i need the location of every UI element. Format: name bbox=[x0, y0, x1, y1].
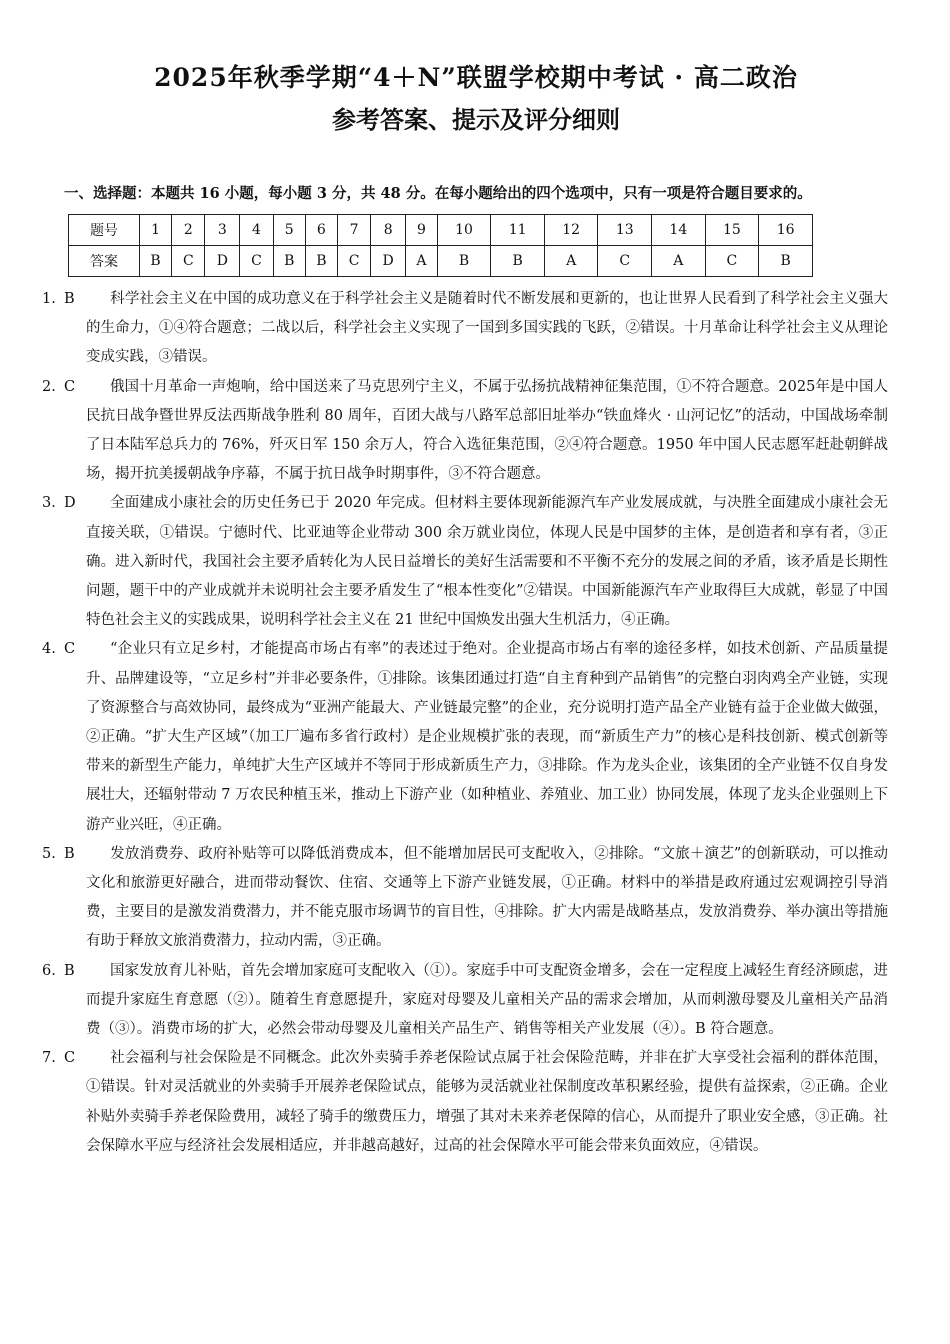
item-number: 3. bbox=[42, 495, 56, 512]
item-text: 俄国十月革命一声炮响，给中国送来了马克思列宁主义，不属于弘扬抗战精神征集范围，①不符合题意。2025年是中国人民抗日战争暨世界反法西斯战争胜利 80 周年，百团大战与八路军总部旧址举办“铁血烽火 · 山河记忆”的活动，中国战场牵制了日本陆军总兵力的 76%，歼灭日军 150 余万人，符合入选征集范围，②④符合题意。1950 年中国人民志愿军赶赴朝鲜战场，揭开抗美援朝战争序幕，不属于抗日战争时期事件，③不符合题意。 bbox=[86, 378, 888, 483]
answer-row bbox=[69, 246, 813, 277]
answer-cell: B bbox=[140, 246, 172, 277]
item-number: 6. bbox=[42, 962, 56, 979]
item-text: “企业只有立足乡村，才能提高市场占有率”的表述过于绝对。企业提高市场占有率的途径多样，如技术创新、产品质量提升、品牌建设等，“立足乡村”并非必要条件，①排除。该集团通过打造“自主育种到产品销售”的完整白羽肉鸡全产业链，实现了资源整合与高效协同，最终成为“亚洲产能最大、产业链最完整”的企业，充分说明打造产品全产业链有益于企业做大做强，②正确。“扩大生产区域”（加工厂遍布多省行政村）是企业规模扩张的表现，而“新质生产力”的核心是科技创新、模式创新等带来的新型生产能力，单纯扩大生产区域并不等同于形成新质生产力，③排除。作为龙头企业，该集团的全产业链不仅自身发展壮大，还辐射带动 7 万农民种植玉米，推动上下游产业（如种植业、养殖业、加工业）协同发展，体现了龙头企业强则上下游产业兴旺，④正确。 bbox=[86, 641, 888, 833]
item-text: 科学社会主义在中国的成功意义在于科学社会主义是随着时代不断发展和更新的，也让世界人民看到了科学社会主义强大的生命力，①④符合题意；二战以后，科学社会主义实现了一国到多国实践的飞跃，②错误。十月革命让科学社会主义从理论变成实践，③错误。 bbox=[86, 291, 888, 366]
answer-cell: A bbox=[544, 246, 598, 277]
question-number: 2 bbox=[172, 215, 205, 246]
question-number: 11 bbox=[491, 215, 545, 246]
explanation-item bbox=[42, 489, 888, 635]
item-number: 7. bbox=[42, 1050, 56, 1067]
answer-cell: C bbox=[172, 246, 205, 277]
answer-cell: A bbox=[652, 246, 706, 277]
section-heading: 一、选择题：本题共 16 小题，每小题 3 分，共 48 分。在每小题给出的四个选项中，只有一项是符合题目要求的。 bbox=[64, 185, 812, 202]
question-number: 13 bbox=[598, 215, 652, 246]
question-number: 7 bbox=[337, 215, 370, 246]
answer-cell: C bbox=[337, 246, 370, 277]
row-label: 题号 bbox=[69, 215, 140, 246]
item-answer: C bbox=[64, 1050, 76, 1067]
explanation-item bbox=[42, 957, 888, 1045]
item-answer: B bbox=[64, 291, 75, 307]
question-number: 3 bbox=[205, 215, 240, 246]
answer-cell: B bbox=[305, 246, 337, 277]
answer-cell: B bbox=[491, 246, 545, 277]
item-answer: B bbox=[64, 845, 75, 862]
item-answer: C bbox=[64, 378, 76, 395]
answer-cell: C bbox=[240, 246, 273, 277]
row-label: 答案 bbox=[69, 246, 140, 277]
answer-cell: B bbox=[437, 246, 491, 277]
explanation-item bbox=[42, 635, 888, 839]
explanation-item bbox=[42, 373, 888, 490]
question-number: 8 bbox=[371, 215, 406, 246]
explanation-item bbox=[42, 1044, 888, 1161]
answer-cell: C bbox=[705, 246, 759, 277]
explanation-list bbox=[42, 285, 888, 1161]
item-text: 全面建成小康社会的历史任务已于 2020 年完成。但材料主要体现新能源汽车产业发展成就，与决胜全面建成小康社会无直接关联，①错误。宁德时代、比亚迪等企业带动 300 余万就业岗位，体现人民是中国梦的主体，是创造者和享有者，③正确。进入新时代，我国社会主要矛盾转化为人民日益增长的美好生活需要和不平衡不充分的发展之间的矛盾，该矛盾是长期性问题，题干中的产业成就并未说明社会主要矛盾发生了“根本性变化”②错误。中国新能源汽车产业取得巨大成就，彰显了中国特色社会主义的实践成果，说明科学社会主义在 21 世纪中国焕发出强大生机活力，④正确。 bbox=[86, 495, 888, 629]
answer-cell: B bbox=[273, 246, 305, 277]
answer-cell: D bbox=[371, 246, 406, 277]
question-number: 1 bbox=[140, 215, 172, 246]
item-number: 5. bbox=[42, 845, 56, 862]
answer-cell: B bbox=[759, 246, 813, 277]
item-text: 社会福利与社会保险是不同概念。此次外卖骑手养老保险试点属于社会保险范畴，并非在扩大享受社会福利的群体范围，①错误。针对灵活就业的外卖骑手开展养老保险试点，能够为灵活就业社保制度改革积累经验，提供有益探索，②正确。企业补贴外卖骑手养老保险费用，减轻了骑手的缴费压力，增强了其对未来养老保障的信心，从而提升了职业安全感，③正确。社会保障水平应与经济社会发展相适应，并非越高越好，过高的社会保障水平可能会带来负面效应，④错误。 bbox=[86, 1050, 888, 1154]
explanation-item bbox=[42, 285, 888, 373]
page-title: 2025年秋季学期“4＋N”联盟学校期中考试 · 高二政治 bbox=[154, 63, 798, 92]
question-number: 5 bbox=[273, 215, 305, 246]
item-number: 1. bbox=[42, 291, 56, 307]
question-number: 14 bbox=[652, 215, 706, 246]
item-number: 2. bbox=[42, 378, 56, 395]
question-number: 16 bbox=[759, 215, 813, 246]
answer-cell: A bbox=[406, 246, 438, 277]
item-answer: C bbox=[64, 641, 76, 658]
item-number: 4. bbox=[42, 641, 56, 658]
question-number: 9 bbox=[406, 215, 438, 246]
item-answer: B bbox=[64, 962, 75, 979]
answer-cell: C bbox=[598, 246, 652, 277]
question-number: 10 bbox=[437, 215, 491, 246]
question-number: 6 bbox=[305, 215, 337, 246]
item-text: 国家发放育儿补贴，首先会增加家庭可支配收入（①）。家庭手中可支配资金增多，会在一定程度上减轻生育经济顾虑，进而提升家庭生育意愿（②）。随着生育意愿提升，家庭对母婴及儿童相关产品的需求会增加，从而刺激母婴及儿童相关产品消费（③）。消费市场的扩大，必然会带动母婴及儿童相关产品生产、销售等相关产业发展（④）。B 符合题意。 bbox=[86, 962, 888, 1038]
answer-cell: D bbox=[205, 246, 240, 277]
explanation-item bbox=[42, 840, 888, 957]
page-subtitle: 参考答案、提示及评分细则 bbox=[332, 105, 620, 134]
question-number: 15 bbox=[705, 215, 759, 246]
item-answer: D bbox=[64, 495, 76, 512]
question-number: 12 bbox=[544, 215, 598, 246]
number-row bbox=[69, 215, 813, 246]
question-number: 4 bbox=[240, 215, 273, 246]
answer-table bbox=[68, 214, 813, 277]
item-text: 发放消费券、政府补贴等可以降低消费成本，但不能增加居民可支配收入，②排除。“文旅＋演艺”的创新联动，可以推动文化和旅游更好融合，进而带动餐饮、住宿、交通等上下游产业链发展，①正确。材料中的举措是政府通过宏观调控引导消费，主要目的是激发消费潜力，并不能克服市场调节的盲目性，④排除。扩大内需是战略基点，发放消费券、举办演出等措施有助于释放文旅消费潜力，拉动内需，③正确。 bbox=[86, 845, 888, 950]
